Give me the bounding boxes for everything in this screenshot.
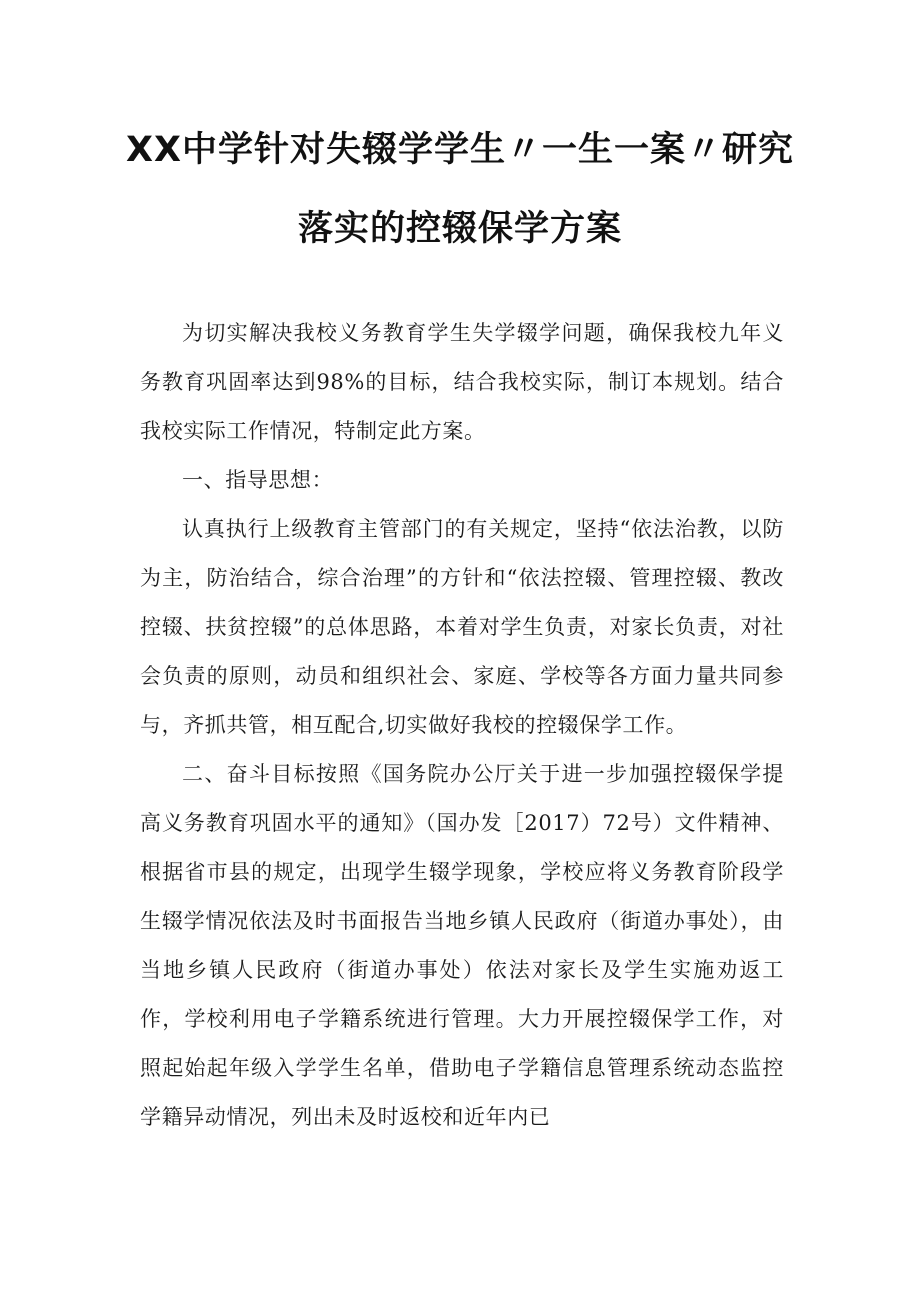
section-heading-guiding-thought: 一、指导思想： [182,468,334,492]
paragraph-intro: 为切实解决我校义务教育学生失学辍学问题，确保我校九年义务教育巩固率达到98%的目标，结合我校实际，制订本规划。结合我校实际工作情况，特制定此方案。 [140,321,784,443]
paragraph-goals: 二、奋斗目标按照《国务院办公厅关于进一步加强控辍保学提高义务教育巩固水平的通知》（国办发［2017）72号）文件精神、根据省市县的规定，出现学生辍学现象，学校应将义务教育阶段学生辍学情况依法及时书面报告当地乡镇人民政府（街道办事处），由当地乡镇人民政府（街道办事处）依法对家长及学生实施劝返工作，学校利用电子学籍系统进行管理。大力开展控辍保学工作，对照起始起年级入学学生名单，借助电子学籍信息管理系统动态监控学籍异动情况，列出未及时返校和近年内已 [140,762,784,1129]
document-title-line-1: XX中学针对失辍学学生〃一生一案〃研究 [126,130,794,170]
document-body [140,309,784,1142]
paragraph-guiding-thought: 认真执行上级教育主管部门的有关规定，坚持“依法治教，以防为主，防治结合，综合治理”的方针和“依法控辍、管理控辍、教改控辍、扶贫控辍”的总体思路，本着对学生负责，对家长负责，对社会负责的原则，动员和组织社会、家庭、学校等各方面力量共同参与，齐抓共管，相互配合,切实做好我校的控辍保学工作。 [140,517,784,737]
document-title-line-2: 落实的控辍保学方案 [297,209,622,249]
